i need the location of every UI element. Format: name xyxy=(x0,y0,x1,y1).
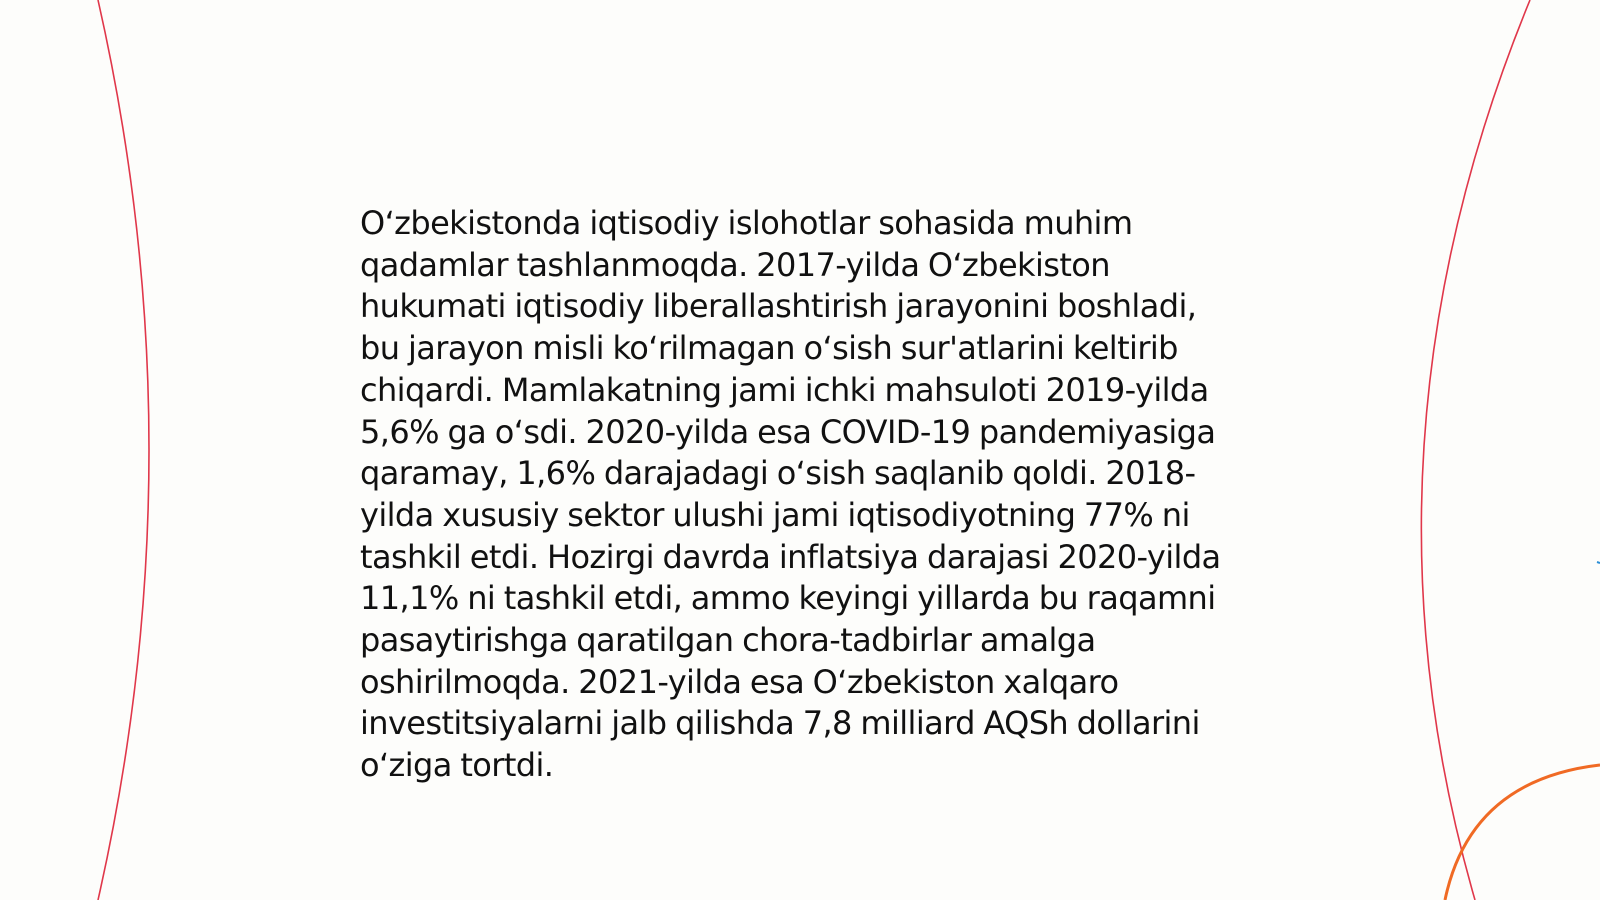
body-paragraph: O‘zbekistonda iqtisodiy islohotlar sohasida muhim qadamlar tashlanmoqda. 2017-yilda O‘zbekiston hukumati iqtisodiy liberallashtirish jarayonini boshladi, bu jarayon misli ko‘rilmagan o‘sish sur'atlarini keltirib chiqardi. Mamlakatning jami ichki mahsuloti 2019-yilda 5,6% ga o‘sdi. 2020-yilda esa COVID-19 pandemiyasiga qaramay, 1,6% darajadagi o‘sish saqlanib qoldi. 2018-yilda xususiy sektor ulushi jami iqtisodiyotning 77% ni tashkil etdi. Hozirgi davrda inflatsiya darajasi 2020-yilda 11,1% ni tashkil etdi, ammo keyingi yillarda bu raqamni pasaytirishga qaratilgan chora-tadbirlar amalga oshirilmoqda. 2021-yilda esa O‘zbekiston xalqaro investitsiyalarni jalb qilishda 7,8 milliard AQSh dollarini o‘ziga tortdi. xyxy=(360,204,1221,785)
left-arc-line xyxy=(98,0,149,900)
bottom-right-orange-arc xyxy=(1445,765,1600,900)
right-arc-line xyxy=(1421,0,1530,900)
